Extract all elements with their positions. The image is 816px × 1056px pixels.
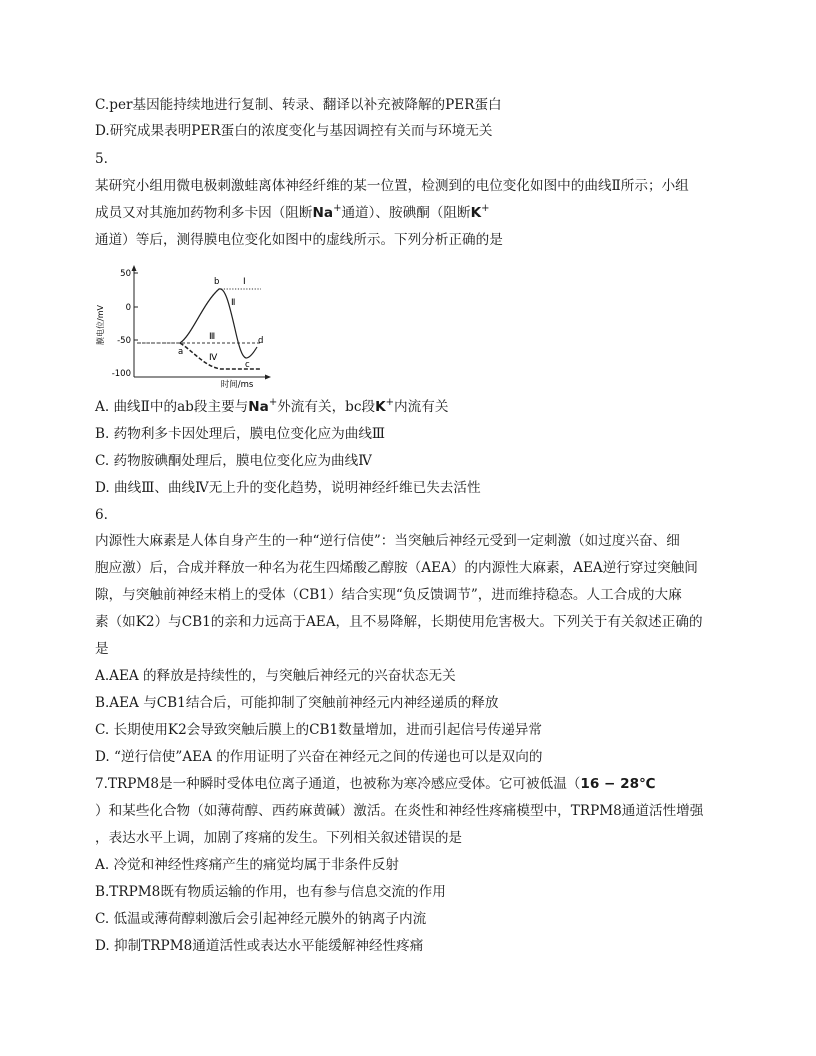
q5-option-d: D. 曲线Ⅲ、曲线Ⅳ无上升的变化趋势，说明神经纤维已失去活性 (95, 480, 481, 496)
point-label-b: b (214, 277, 220, 287)
q5-option-a-part3: 内流有关 (394, 399, 449, 415)
q6-stem-line3: 隙，与突触前神经末梢上的受体（CB1）结合实现“负反馈调节”，进而维持稳态。人工合成的大麻 (95, 587, 682, 603)
q5-stem-line3: 通道）等后，测得膜电位变化如图中的虚线所示。下列分析正确的是 (95, 232, 503, 248)
q6-number: 6. (95, 507, 108, 523)
q6-option-c: C. 长期使用K2会导致突触后膜上的CB1数量增加，进而引起信号传递异常 (95, 722, 543, 738)
x-axis-arrow (265, 375, 271, 380)
ytick-label-minus100: -100 (111, 369, 131, 379)
q6-stem-line2: 胞应激）后，合成并释放一种名为花生四烯酸乙醇胺（AEA）的内源性大麻素，AEA逆行穿过突触间 (95, 560, 698, 576)
q4-option-c: C.per基因能持续地进行复制、转录、翻译以补充被降解的PER蛋白 (95, 97, 502, 113)
q6-option-b: B.AEA 与CB1结合后，可能抑制了突触前神经元内神经递质的释放 (95, 695, 499, 711)
point-label-c: c (245, 360, 250, 370)
q5-option-a (95, 398, 448, 416)
q5-option-a-part2: 外流有关，bc段 (277, 399, 376, 415)
q7-stem-line3: ，表达水平上调，加剧了疼痛的发生。下列相关叙述错误的是 (95, 830, 463, 846)
q5-stem-line2-a: 成员又对其施加药物利多卡因（阻断 (95, 205, 313, 221)
curve-label-iv: Ⅳ (209, 353, 218, 363)
q7-option-c: C. 低温或薄荷醇刺激后会引起神经元膜外的钠离子内流 (95, 911, 427, 927)
q5-number: 5. (95, 151, 108, 167)
ytick-label-0: 0 (125, 303, 131, 313)
q5-stem-line2 (95, 204, 490, 222)
q6-stem-line1: 内源性大麻素是人体自身产生的一种“逆行信使”：当突触后神经元受到一定刺激（如过度兴奋、细 (95, 533, 680, 549)
x-axis-label: 时间/ms (220, 380, 254, 388)
q7-option-b: B.TRPM8既有物质运输的作用，也有参与信息交流的作用 (95, 884, 446, 900)
y-axis-label: 膜电位/mV (96, 305, 105, 345)
q5-stem-line1: 某研究小组用微电极刺激蛙离体神经纤维的某一位置，检测到的电位变化如图中的曲线Ⅱ所示；小组 (95, 178, 689, 194)
y-axis-arrow (132, 265, 137, 271)
k-ion: K (470, 205, 482, 221)
ytick-label-50: 50 (120, 269, 131, 279)
option-a-na-charge: + (268, 397, 278, 408)
na-charge: + (333, 203, 342, 214)
q7-stem-line2: ）和某些化合物（如薄荷醇、西药麻黄碱）激活。在炎性和神经性疼痛模型中，TRPM8通道活性增强 (95, 803, 704, 819)
na-ion: Na (312, 205, 334, 221)
temperature-range: 16 − 28℃ (580, 776, 656, 792)
point-label-a: a (178, 347, 184, 357)
curve-label-ii: Ⅱ (231, 298, 236, 308)
k-charge: + (481, 203, 490, 214)
q5-stem-line2-b: 通道）、胺碘酮（阻断 (341, 205, 471, 221)
option-a-k-charge: + (385, 397, 395, 408)
q7-option-d: D. 抑制TRPM8通道活性或表达水平能缓解神经性疼痛 (95, 938, 424, 954)
q7-stem-line1 (95, 775, 656, 793)
option-a-k-ion: K (375, 399, 386, 415)
q6-stem-line5: 是 (95, 641, 109, 657)
curve-label-i: Ⅰ (243, 277, 246, 287)
curve-label-iii: Ⅲ (209, 332, 216, 342)
q7-stem-line1-text: 7.TRPM8是一种瞬时受体电位离子通道，也被称为寒冷感应受体。它可被低温（ (95, 776, 581, 792)
membrane-potential-graph (95, 263, 275, 388)
q4-option-d: D.研究成果表明PER蛋白的浓度变化与基因调控有关而与环境无关 (95, 123, 493, 139)
q6-option-a: A.AEA 的释放是持续性的，与突触后神经元的兴奋状态无关 (95, 668, 456, 684)
q7-option-a: A. 冷觉和神经性疼痛产生的痛觉均属于非条件反射 (95, 857, 399, 873)
q5-option-b: B. 药物利多卡因处理后，膜电位变化应为曲线Ⅲ (95, 426, 386, 442)
q6-stem-line4: 素（如K2）与CB1的亲和力远高于AEA，且不易降解，长期使用危害极大。下列关于有关叙述正确的 (95, 614, 703, 630)
point-label-d: d (258, 336, 264, 346)
option-a-na-ion: Na (248, 399, 269, 415)
curve-ii (180, 289, 257, 358)
q5-option-a-part1: A. 曲线Ⅱ中的ab段主要与 (95, 399, 249, 415)
ytick-label-minus50: -50 (117, 336, 131, 346)
q5-option-c: C. 药物胺碘酮处理后，膜电位变化应为曲线Ⅳ (95, 453, 372, 469)
q6-option-d: D. “逆行信使”AEA 的作用证明了兴奋在神经元之间的传递也可以是双向的 (95, 749, 543, 765)
